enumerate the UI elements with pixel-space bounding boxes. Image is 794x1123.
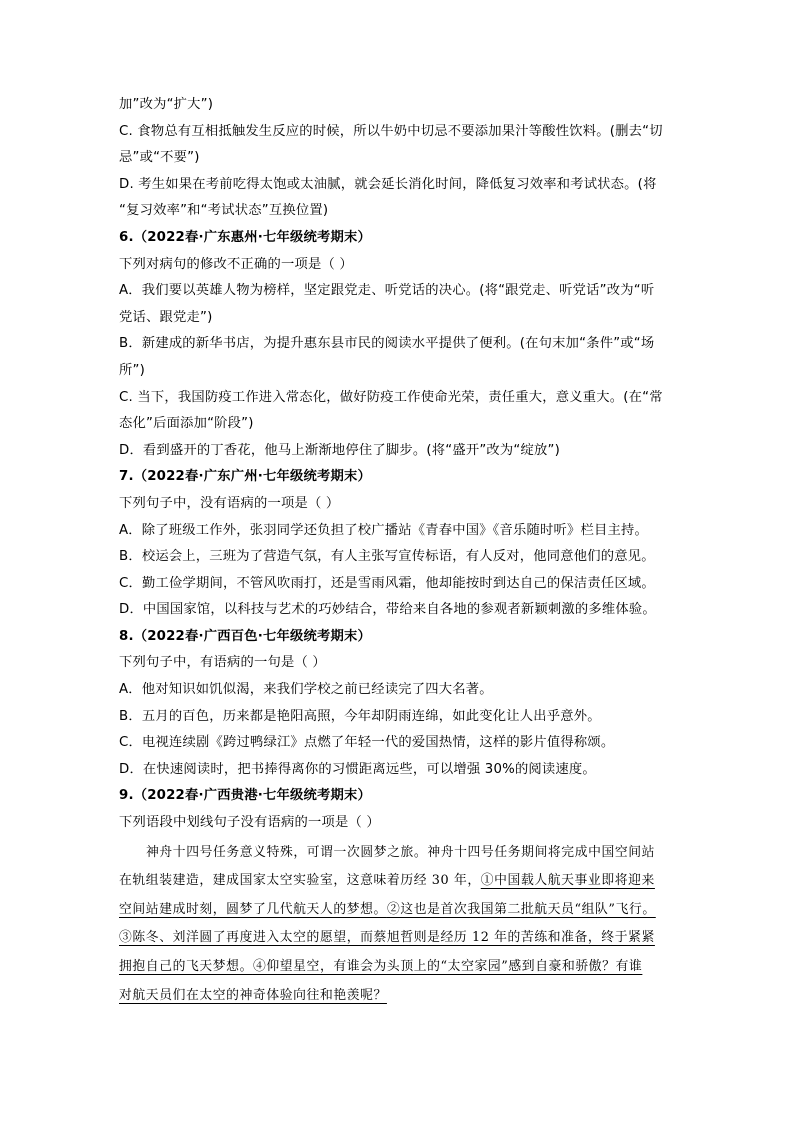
- underlined-sentence-4-cont: 对航天员们在太空的神奇体验向往和艳羡呢？: [119, 987, 387, 1003]
- underlined-sentence-3-cont: 拥抱自己的飞天梦想。: [119, 959, 253, 974]
- text-line: 态化”后面添加“阶段”): [119, 416, 254, 432]
- passage-text: 神舟十四号任务意义特殊，可谓一次圆梦之旅。神舟十四号任务期间将完成中国空间站: [146, 844, 656, 860]
- question-header: 7.（2022春·广东广州·七年级统考期末）: [119, 469, 371, 485]
- text-line: D．看到盛开的丁香花，他马上渐渐地停住了脚步。(将“盛开”改为“绽放”): [119, 442, 560, 458]
- passage-line-1: [119, 839, 679, 868]
- text-line: D．中国国家馆，以科技与艺术的巧妙结合，带给来自各地的参观者新颖刺激的多维体验。: [119, 602, 656, 618]
- underlined-sentence-4: ④仰望星空，有谁会为头顶上的“太空家园”感到自豪和骄傲？有谁: [252, 959, 643, 974]
- text-line: A．除了班级工作外，张羽同学还负担了校广播站《青春中国》《音乐随时听》栏目主持。: [119, 522, 649, 538]
- text-line: 下列语段中划线句子没有语病的一项是（ ）: [119, 815, 380, 831]
- question-header: 6.（2022春·广东惠州·七年级统考期末）: [119, 229, 371, 245]
- question-header: 9.（2022春·广西贵港·七年级统考期末）: [119, 788, 371, 804]
- text-line: 下列句子中，有语病的一句是（ ）: [119, 655, 326, 671]
- text-line: 忌”或“不要”): [119, 150, 200, 166]
- text-line: 所”): [119, 362, 145, 378]
- text-line: 下列对病句的修改不正确的一项是（ ）: [119, 256, 353, 272]
- reading-passage: [119, 839, 679, 1011]
- underlined-sentence-1: ①中国载人航天事业即将迎来: [480, 873, 655, 889]
- text-line: C．电视连续剧《跨过鸭绿江》点燃了年轻一代的爱国热情，这样的影片值得称颂。: [119, 735, 615, 751]
- text-line: D．在快速阅读时，把书捧得离你的习惯距离远些，可以增强 30%的阅读速度。: [119, 761, 596, 777]
- text-line: A．我们要以英雄人物为榜样，坚定跟党走、听党话的决心。(将“跟党走、听党话”改为“听: [119, 283, 655, 299]
- underlined-sentence-1-cont: 空间站建成时刻，圆梦了几代航天人的梦想。: [119, 901, 387, 917]
- text-line: D. 考生如果在考前吃得太饱或太油腻，就会延长消化时间，降低复习效率和考试状态。(将: [119, 176, 657, 192]
- text-lines: [119, 92, 679, 837]
- text-line: B．校运会上，三班为了营造气氛，有人主张写宣传标语，有人反对，他同意他们的意见。: [119, 549, 655, 565]
- passage-line-6: [119, 982, 679, 1011]
- underlined-sentence-3: ③陈冬、刘洋圆了再度进入太空的愿望，而蔡旭哲则是经历 12 年的苦练和准备，终于紧紧: [119, 930, 655, 946]
- text-line: 党话、跟党走”): [119, 309, 213, 325]
- text-line: A．他对知识如饥似渴，来我们学校之前已经读完了四大名著。: [119, 682, 493, 698]
- text-line: 加”改为“扩大”): [119, 97, 214, 112]
- text-line: C．勤工俭学期间，不管风吹雨打，还是雪雨风霜，他却能按时到达自己的保洁责任区域。: [119, 575, 655, 591]
- text-line: C. 食物总有互相抵触发生反应的时候，所以牛奶中切忌不要添加果汁等酸性饮料。(删去“切: [119, 123, 663, 139]
- passage-line-4: [119, 924, 679, 953]
- text-line: B．新建成的新华书店，为提升惠东县市民的阅读水平提供了便利。(在句末加“条件”或“场: [119, 336, 655, 352]
- passage-text: 在轨组装建造，建成国家太空实验室，这意味着历经 30 年，: [119, 873, 481, 889]
- page-content: [119, 92, 679, 1010]
- text-line: C. 当下，我国防疫工作进入常态化，做好防疫工作使命光荣，责任重大，意义重大。(在“常: [119, 389, 663, 405]
- passage-line-3: [119, 896, 679, 925]
- text-line: 下列句子中，没有语病的一项是（ ）: [119, 495, 340, 511]
- underlined-sentence-2: ②这也是首次我国第二批航天员“组队”飞行。: [386, 901, 656, 917]
- passage-line-2: [119, 867, 679, 896]
- passage-line-5: [119, 953, 679, 982]
- text-line: “复习效率”和“考试状态”互换位置): [119, 203, 329, 219]
- question-header: 8.（2022春·广西百色·七年级统考期末）: [119, 628, 371, 644]
- text-line: B．五月的百色，历来都是艳阳高照，今年却阴雨连绵，如此变化让人出乎意外。: [119, 708, 601, 724]
